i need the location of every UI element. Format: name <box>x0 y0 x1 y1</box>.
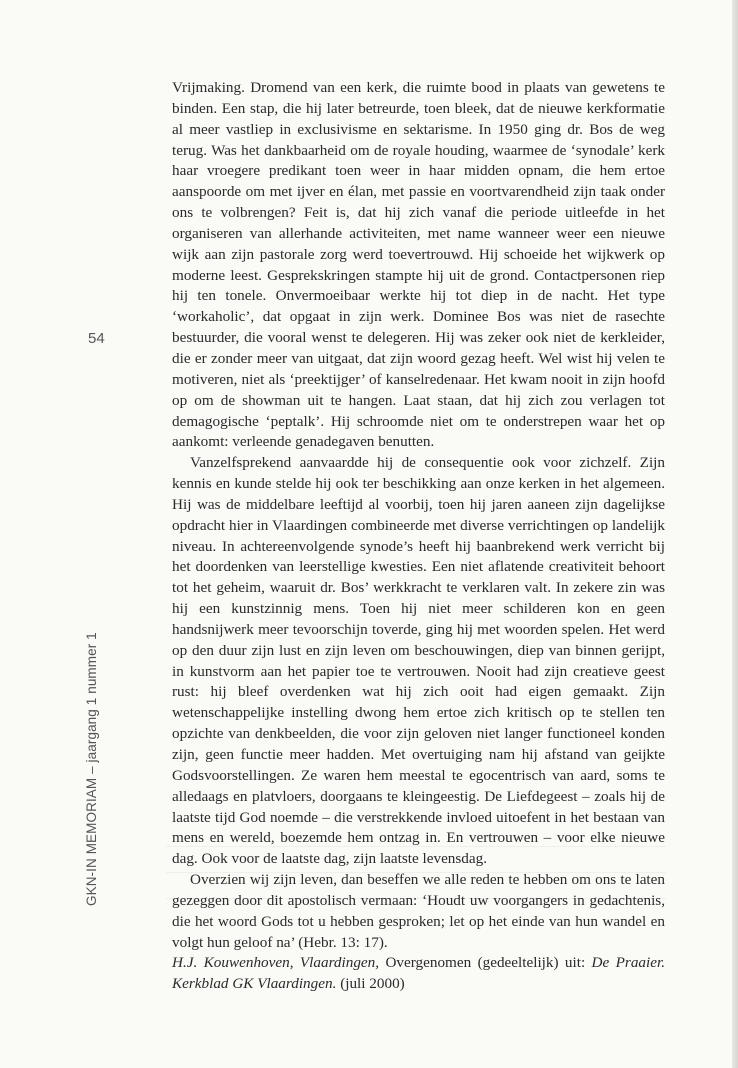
article-body <box>172 78 665 995</box>
credit-source-prefix: Overgenomen (gedeeltelijk) uit: <box>379 954 592 972</box>
page-number: 54 <box>88 330 105 347</box>
paragraph: Overzien wij zijn leven, dan beseffen we alle reden te hebben om ons te laten gezeggen door dit apostolisch vermaan: ‘Houdt uw voorgangers in gedachtenis, die het woord Gods tot u hebben gesproken; let op het einde van hun wandel en volgt hun geloof na’ (Hebr. 13: 17). <box>172 871 665 951</box>
credit-date: (juli 2000) <box>336 975 405 993</box>
paragraph: Vanzelfsprekend aanvaardde hij de consequentie ook voor zichzelf. Zijn kennis en kunde stelde hij ook ter beschikking aan onze kerken in het algemeen. Hij was de middelbare leeftijd al voorbij, toen hij jaren aaneen zijn dagelijkse opdracht hier in Vlaardingen combineerde met diverse verrichtingen op landelijk niveau. In achtereenvolgende synode’s heeft hij baanbrekend werk verricht bij het doordenken van leerstellige kwesties. Een niet aflatende creativiteit behoort tot het geheim, waaruit dr. Bos’ werkkracht te verklaren valt. In zekere zin was hij een kunstzinnig mens. Toen hij niet meer schilderen kon en geen handsnijwerk meer tevoorschijn toverde, ging hij met woorden spelen. Het werd op den duur zijn lust en zijn leven om beschouwingen, diep van binnen gerijpt, in kunstvorm aan het papier toe te vertrouwen. Nooit had zijn creatieve geest rust: hij bleef overdenken wat hij zich ooit had eigen gemaakt. Zijn wetenschappelijke instelling dwong hem ertoe zich kritisch op te stellen ten opzichte van denkbeelden, die voor zijn geloven niet langer functioneel konden zijn, geen functie meer hadden. Met overtuiging nam hij afstand van geijkte Godsvoorstellingen. Ze waren hem meestal te egocentrisch van aard, soms te alledaags en platvloers, doorgaans te kleingeestig. De Liefdegeest – zoals hij de laatste tijd God noemde – die verstrekkende invloed uitoefent in het bestaan van mens en wereld, boezemde hem ontzag in. En vertrouwen – voor elke nieuwe dag. Ook voor de laatste dag, zijn laatste levensdag. <box>172 454 665 868</box>
source-credit <box>172 953 665 995</box>
page-edge <box>732 0 738 1068</box>
running-head: GKN-IN MEMORIAM – jaargang 1 nummer 1 <box>84 632 99 906</box>
credit-source-title: De Praaier. Kerkblad GK Vlaardingen. <box>172 954 665 993</box>
paragraph: Vrijmaking. Dromend van een kerk, die ruimte bood in plaats van gewetens te binden. Een stap, die hij later betreurde, toen bleek, dat de nieuwe kerkformatie al meer vastliep in exclusivisme en sektarisme. In 1950 ging dr. Bos de weg terug. Was het dankbaarheid om de royale houding, waarmee de ‘synodale’ kerk haar vroegere predikant toen weer in haar midden opnam, die hem ertoe aanspoorde om met ijver en élan, met passie en voortvarendheid zijn taak onder ons te volbrengen? Feit is, dat hij zich vanaf die periode uitleefde in het organiseren van allerhande activiteiten, met name wanneer weer een nieuwe wijk aan zijn pastorale zorg werd toevertrouwd. Hij schoeide het wijkwerk op moderne leest. Gesprekskringen stampte hij uit de grond. Contactpersonen riep hij ten tonele. Onvermoeibaar werkte hij tot diep in de nacht. Het type ‘workaholic’, dat opgaat in zijn werk. Dominee Bos was niet de rasechte bestuurder, die vooral wenst te delegeren. Hij was zeker ook niet de kerkleider, die er zonder meer van uitgaat, dat zijn woord gezag heeft. Wel wist hij velen te motiveren, niet als ‘preektijger’ of kanselredenaar. Het kwam nooit in zijn hoofd op om de showman uit te hangen. Laat staan, dat hij zich zou verlagen tot demagogische ‘peptalk’. Hij schroomde niet om te onderstrepen waar het op aankomt: verleende genadegaven benutten. <box>172 79 665 451</box>
credit-author: H.J. Kouwenhoven, Vlaardingen, <box>172 954 380 972</box>
